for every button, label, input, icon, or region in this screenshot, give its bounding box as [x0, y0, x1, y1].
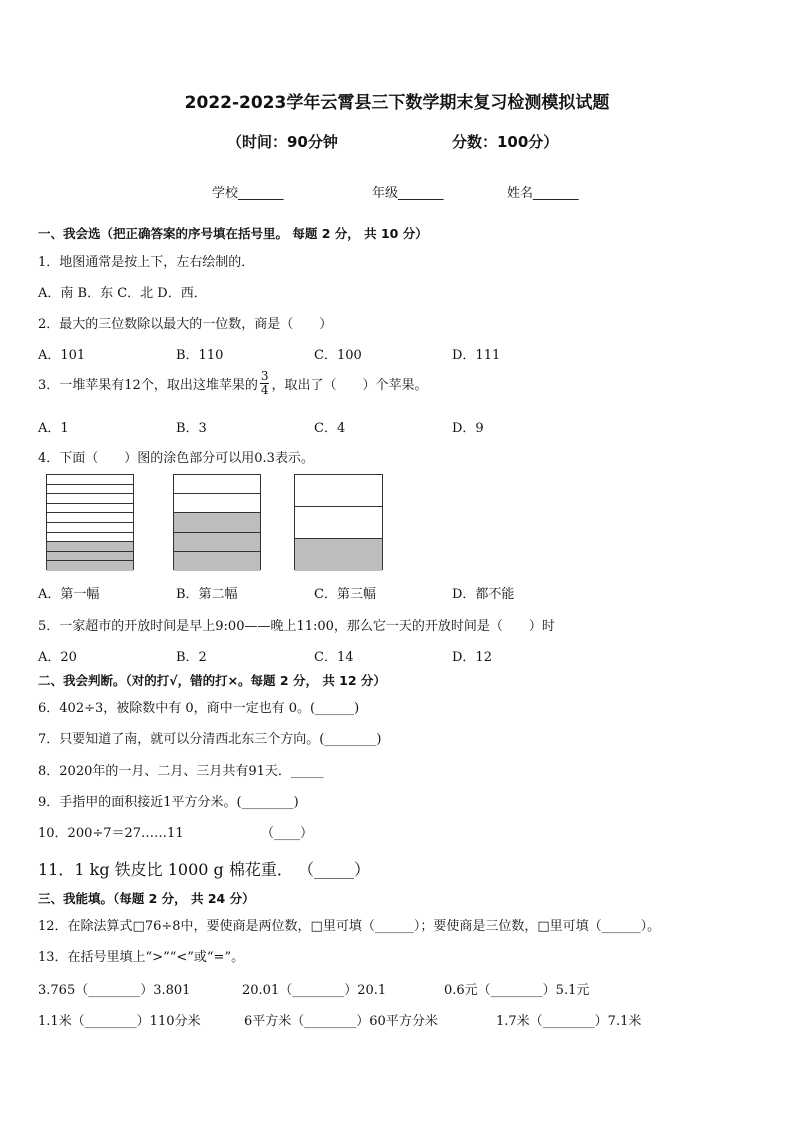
q3-option-b: B．3: [176, 421, 207, 436]
fig2-shaded-stripe: [174, 513, 260, 532]
q8-text: 8．2020年的一月、二月、三月共有91天．_____: [38, 764, 324, 779]
fig1-stripe: [47, 533, 133, 543]
fig3-stripe: [295, 475, 382, 507]
q2-option-d: D．111: [452, 348, 501, 363]
q3-numerator: 3: [260, 369, 269, 383]
q3-denominator: 4: [260, 383, 269, 397]
q2-text: 2．最大的三位数除以最大的一位数，商是（ ）: [38, 317, 333, 332]
fig3-shaded-stripe: [295, 539, 382, 571]
q4-option-b: B．第二幅: [176, 587, 238, 602]
q1-text: 1．地图通常是按上下，左右绘制的．: [38, 255, 255, 270]
q13-item: 20.01（________）20.1: [242, 983, 387, 998]
fig1-shaded-stripe: [47, 552, 133, 562]
school-field: 学校_______: [212, 186, 284, 201]
fig1-stripe: [47, 513, 133, 523]
fig1-stripe: [47, 494, 133, 504]
fig1-stripe: [47, 475, 133, 485]
q3-option-d: D．9: [452, 421, 484, 436]
q10-text: 10．200÷7＝27……11: [38, 826, 184, 841]
q4-text: 4．下面（ ）图的涂色部分可以用0.3表示。: [38, 451, 314, 466]
q5-option-d: D．12: [452, 650, 492, 665]
q5-option-a: A．20: [38, 650, 77, 665]
q7-text: 7．只要知道了南，就可以分清西北东三个方向。(________): [38, 732, 382, 747]
q3-pre: 3．一堆苹果有12个，取出这堆苹果的: [38, 378, 258, 393]
q9-text: 9．手指甲的面积接近1平方分米。(________): [38, 795, 299, 810]
name-field: 姓名_______: [507, 186, 579, 201]
q5-option-b: B．2: [176, 650, 207, 665]
fig3-stripe: [295, 507, 382, 539]
q4-option-a: A．第一幅: [38, 587, 100, 602]
q2-option-b: B．110: [176, 348, 224, 363]
q3-option-a: A．1: [38, 421, 69, 436]
fig1-stripe: [47, 523, 133, 533]
q5-text: 5．一家超市的开放时间是早上9:00——晚上11:00，那么它一天的开放时间是（ ）时: [38, 619, 555, 634]
section3-heading: 三、我能填。（每题 2 分， 共 24 分）: [38, 891, 255, 906]
q13-item: 6平方米（________）60平方分米: [244, 1014, 438, 1029]
q1-options: A．南 B．东 C．北 D．西．: [38, 286, 207, 301]
fig1-shaded-stripe: [47, 561, 133, 571]
q2-option-c: C．100: [314, 348, 362, 363]
q11-text: 11．1 kg 铁皮比 1000 g 棉花重． （_____）: [38, 860, 370, 879]
q4-figure-1: [46, 474, 134, 570]
q3-fraction: [260, 370, 270, 397]
q10-answer-blank: （____）: [261, 826, 314, 841]
q13-item: 3.765（________）3.801: [38, 983, 191, 998]
fig2-stripe: [174, 475, 260, 494]
q5-option-c: C．14: [314, 650, 354, 665]
fig1-stripe: [47, 504, 133, 514]
page-title: 2022-2023学年云霄县三下数学期末复习检测模拟试题: [184, 93, 610, 113]
fig2-shaded-stripe: [174, 533, 260, 552]
fig1-stripe: [47, 485, 133, 495]
q3-post: ，取出了（ ）个苹果。: [271, 378, 428, 393]
section2-heading: 二、我会判断。（对的打√，错的打×。每题 2 分， 共 12 分）: [38, 673, 386, 688]
q13-text: 13．在括号里填上“>”“<”或“=”。: [38, 950, 245, 965]
exam-time: （时间：90分钟: [227, 133, 338, 151]
q3-text: [38, 370, 427, 397]
fig2-stripe: [174, 494, 260, 513]
fig2-shaded-stripe: [174, 552, 260, 571]
q13-item: 1.1米（________）110分米: [38, 1014, 201, 1029]
q4-option-c: C．第三幅: [314, 587, 376, 602]
q3-option-c: C．4: [314, 421, 346, 436]
q6-text: 6．402÷3，被除数中有 0，商中一定也有 0。(______): [38, 701, 360, 716]
q13-item: 0.6元（________）5.1元: [444, 983, 590, 998]
q4-option-d: D．都不能: [452, 587, 515, 602]
grade-field: 年级_______: [372, 186, 444, 201]
q4-figure-3: [294, 474, 383, 570]
q2-option-a: A．101: [38, 348, 86, 363]
q13-item: 1.7米（________）7.1米: [496, 1014, 642, 1029]
fig1-shaded-stripe: [47, 542, 133, 552]
q12-text: 12．在除法算式□76÷8中，要使商是两位数，□里可填（______）；要使商是三位数，□里可填（______）。: [38, 919, 661, 934]
q4-figure-2: [173, 474, 261, 570]
section1-heading: 一、我会选（把正确答案的序号填在括号里。 每题 2 分， 共 10 分）: [38, 226, 428, 241]
exam-score: 分数：100分）: [452, 133, 559, 151]
